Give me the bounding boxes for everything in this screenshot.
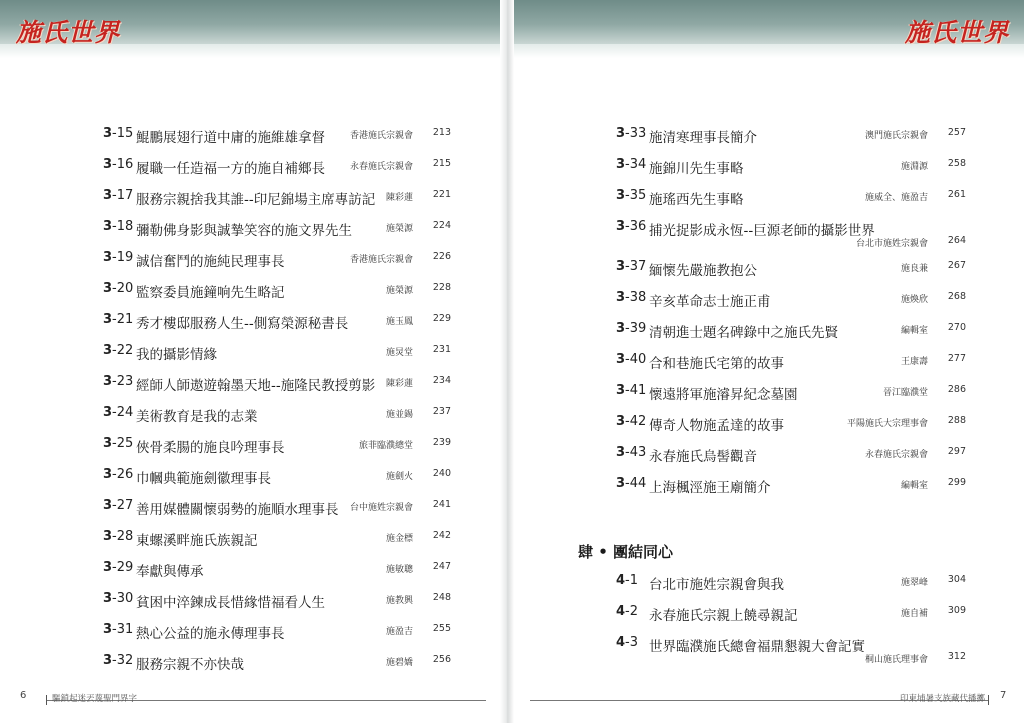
entry-index: -17 (112, 188, 134, 203)
entry-title: 監察委員施鐘响先生略記 (136, 285, 285, 301)
toc-entry (616, 219, 966, 253)
entry-author: 旅菲臨濮總堂 (358, 441, 413, 451)
entry-number (103, 591, 133, 606)
entry-chapter: 3 (103, 591, 113, 606)
footer-text-right: 印東埔暑支族藏代播擲 (900, 694, 986, 704)
toc-entry (103, 622, 451, 646)
entry-title: 東螺溪畔施氏族親記 (136, 533, 258, 549)
entry-page-number: 264 (947, 235, 966, 246)
entry-page-number: 239 (432, 437, 451, 448)
entry-number (616, 290, 646, 305)
entry-page-number: 277 (947, 353, 966, 364)
entry-author: 平陽施氏大宗理事會 (846, 419, 928, 429)
entry-title: 善用媒體關懷弱勢的施順水理事長 (136, 502, 339, 518)
toc-entry (103, 436, 451, 460)
entry-author: 施玉鳳 (385, 317, 413, 327)
entry-chapter: 3 (616, 290, 626, 305)
entry-title: 誠信奮鬥的施純民理事長 (136, 254, 285, 270)
entry-index: -44 (625, 476, 647, 491)
entry-number (103, 219, 133, 234)
entry-chapter: 3 (103, 405, 113, 420)
toc-entry (103, 219, 451, 243)
entry-title: 傳奇人物施孟達的故事 (649, 418, 784, 434)
entry-title: 永春施氏烏髻觀音 (649, 449, 757, 465)
entry-title: 熱心公益的施永傳理事長 (136, 626, 285, 642)
entry-chapter: 3 (616, 259, 626, 274)
entry-index: -21 (112, 312, 134, 327)
entry-number (616, 414, 646, 429)
entry-number (616, 476, 646, 491)
entry-page-number: 261 (947, 189, 966, 200)
entry-page-number: 229 (432, 313, 451, 324)
toc-entry (616, 604, 966, 628)
entry-title: 履職一任造福一方的施自補鄉長 (136, 161, 325, 177)
entry-author: 桐山施氏理事會 (864, 655, 928, 665)
entry-author: 施榮源 (385, 286, 413, 296)
toc-entry (616, 476, 966, 500)
toc-entry (103, 126, 451, 150)
entry-chapter: 3 (103, 188, 113, 203)
entry-title: 經師人師遨遊翰墨天地--施隆民教授剪影 (136, 378, 376, 394)
entry-author: 施盈吉 (385, 627, 413, 637)
entry-author: 施榮源 (385, 224, 413, 234)
entry-page-number: 221 (432, 189, 451, 200)
entry-page-number: 226 (432, 251, 451, 262)
entry-number (103, 467, 133, 482)
page-number-right: 7 (1000, 690, 1007, 701)
entry-number (103, 188, 133, 203)
toc-entry (103, 529, 451, 553)
toc-entry (616, 188, 966, 212)
entry-number (616, 219, 646, 234)
entry-author: 香港施氏宗親會 (349, 131, 413, 141)
entry-title: 貧困中淬鍊成長惜緣惜福看人生 (136, 595, 325, 611)
entry-index: -34 (625, 157, 647, 172)
entry-author: 編輯室 (900, 481, 928, 491)
entry-author: 香港施氏宗親會 (349, 255, 413, 265)
toc-entry (103, 405, 451, 429)
entry-chapter: 3 (103, 312, 113, 327)
toc-entry (616, 352, 966, 376)
entry-index: -33 (625, 126, 647, 141)
entry-number (103, 126, 133, 141)
entry-chapter: 3 (103, 436, 113, 451)
entry-index: -23 (112, 374, 134, 389)
book-gutter (500, 0, 514, 723)
entry-chapter: 3 (616, 188, 626, 203)
entry-number (616, 635, 638, 650)
entry-author: 施威全、施盈吉 (864, 193, 928, 203)
toc-entry (103, 157, 451, 181)
entry-page-number: 309 (947, 605, 966, 616)
entry-author: 施金標 (385, 534, 413, 544)
toc-entry (616, 573, 966, 597)
entry-page-number: 237 (432, 406, 451, 417)
page-number-left: 6 (20, 690, 27, 701)
entry-author: 施翠峰 (900, 578, 928, 588)
entry-page-number: 267 (947, 260, 966, 271)
entry-index: -2 (625, 604, 639, 619)
entry-index: -30 (112, 591, 134, 606)
entry-author: 永春施氏宗親會 (349, 162, 413, 172)
entry-title: 服務宗親不亦快哉 (136, 657, 244, 673)
toc-entry (616, 290, 966, 314)
entry-chapter: 3 (103, 219, 113, 234)
entry-index: -20 (112, 281, 134, 296)
entry-title: 緬懷先嚴施教抱公 (649, 263, 757, 279)
entry-author: 永春施氏宗親會 (864, 450, 928, 460)
entry-number (616, 383, 646, 398)
entry-index: -1 (625, 573, 639, 588)
entry-page-number: 288 (947, 415, 966, 426)
entry-index: -32 (112, 653, 134, 668)
entry-title: 台北市施姓宗親會與我 (649, 577, 784, 593)
entry-author: 施教興 (385, 596, 413, 606)
footer-text-left: 驅鎖起迷丟蔑聖門界字 (52, 694, 138, 704)
entry-author: 晉江臨濮堂 (882, 388, 928, 398)
entry-number (103, 374, 133, 389)
entry-chapter: 3 (616, 414, 626, 429)
entry-chapter: 3 (103, 653, 113, 668)
entry-title: 鯤鵬展翅行道中庸的施維雄拿督 (136, 130, 325, 146)
entry-chapter: 3 (616, 476, 626, 491)
entry-number (616, 604, 638, 619)
entry-title: 我的攝影情緣 (136, 347, 217, 363)
entry-number (103, 436, 133, 451)
entry-index: -43 (625, 445, 647, 460)
entry-title: 巾幗典範施劍徽理事長 (136, 471, 271, 487)
entry-author: 施劍火 (385, 472, 413, 482)
entry-number (103, 312, 133, 327)
toc-entry (103, 188, 451, 212)
entry-chapter: 3 (103, 374, 113, 389)
entry-title: 懷遠將軍施濬昇紀念墓園 (649, 387, 798, 403)
logo-left: 施氏世界 (16, 18, 121, 47)
entry-author: 陳彩蓮 (385, 193, 413, 203)
toc-entry (616, 126, 966, 150)
entry-page-number: 242 (432, 530, 451, 541)
toc-entry (616, 383, 966, 407)
entry-chapter: 3 (103, 250, 113, 265)
entry-author: 陳彩蓮 (385, 379, 413, 389)
toc-entry (616, 445, 966, 469)
entry-index: -15 (112, 126, 134, 141)
toc-entry (103, 250, 451, 274)
entry-title: 秀才樓邸服務人生--側寫榮源秘書長 (136, 316, 349, 332)
entry-chapter: 3 (616, 383, 626, 398)
entry-title: 服務宗親捨我其誰--印尼錦場主席專訪記 (136, 192, 376, 208)
entry-number (616, 321, 646, 336)
entry-chapter: 3 (616, 445, 626, 460)
entry-page-number: 268 (947, 291, 966, 302)
entry-chapter: 3 (103, 281, 113, 296)
entry-chapter: 3 (103, 157, 113, 172)
entry-author: 王康壽 (900, 357, 928, 367)
entry-chapter: 3 (616, 126, 626, 141)
toc-entry (103, 591, 451, 615)
entry-number (616, 573, 638, 588)
entry-number (103, 498, 133, 513)
entry-chapter: 4 (616, 573, 626, 588)
entry-page-number: 258 (947, 158, 966, 169)
entry-page-number: 286 (947, 384, 966, 395)
entry-title: 施錦川先生事略 (649, 161, 744, 177)
entry-title: 美術教育是我的志業 (136, 409, 258, 425)
entry-index: -24 (112, 405, 134, 420)
entry-title: 合和巷施氏宅第的故事 (649, 356, 784, 372)
entry-page-number: 234 (432, 375, 451, 386)
entry-page-number: 270 (947, 322, 966, 333)
entry-index: -42 (625, 414, 647, 429)
toc-entry (103, 312, 451, 336)
entry-page-number: 247 (432, 561, 451, 572)
entry-chapter: 3 (103, 343, 113, 358)
entry-title: 施清寒理事長簡介 (649, 130, 757, 146)
entry-number (103, 343, 133, 358)
entry-index: -39 (625, 321, 647, 336)
entry-author: 施敏聰 (385, 565, 413, 575)
entry-title: 永春施氏宗親上饒尋親記 (649, 608, 798, 624)
entry-chapter: 3 (616, 157, 626, 172)
entry-title: 捕光捉影成永恆--巨源老師的攝影世界 (649, 223, 875, 239)
entry-index: -29 (112, 560, 134, 575)
toc-entry (103, 653, 451, 677)
entry-index: -40 (625, 352, 647, 367)
entry-number (103, 281, 133, 296)
entry-index: -36 (625, 219, 647, 234)
entry-page-number: 224 (432, 220, 451, 231)
toc-entry (103, 560, 451, 584)
entry-index: -18 (112, 219, 134, 234)
entry-author: 台北市施姓宗親會 (855, 239, 928, 249)
entry-author: 施淵源 (900, 162, 928, 172)
section-heading: 肆 • 團結同心 (578, 543, 674, 561)
toc-entry (103, 343, 451, 367)
entry-chapter: 3 (103, 529, 113, 544)
entry-number (103, 529, 133, 544)
toc-entry (616, 157, 966, 181)
entry-index: -22 (112, 343, 134, 358)
toc-entry (103, 498, 451, 522)
entry-author: 施碧嬌 (385, 658, 413, 668)
toc-entry (616, 259, 966, 283)
entry-number (103, 250, 133, 265)
entry-page-number: 297 (947, 446, 966, 457)
entry-page-number: 231 (432, 344, 451, 355)
entry-index: -19 (112, 250, 134, 265)
entry-chapter: 3 (616, 352, 626, 367)
entry-page-number: 215 (432, 158, 451, 169)
entry-author: 台中施姓宗親會 (349, 503, 413, 513)
entry-chapter: 3 (103, 560, 113, 575)
entry-page-number: 241 (432, 499, 451, 510)
entry-index: -31 (112, 622, 134, 637)
entry-author: 澳門施氏宗親會 (864, 131, 928, 141)
entry-page-number: 255 (432, 623, 451, 634)
entry-chapter: 3 (616, 321, 626, 336)
entry-title: 施瑤西先生事略 (649, 192, 744, 208)
entry-index: -25 (112, 436, 134, 451)
entry-index: -37 (625, 259, 647, 274)
entry-number (616, 157, 646, 172)
entry-number (616, 352, 646, 367)
entry-page-number: 299 (947, 477, 966, 488)
entry-page-number: 256 (432, 654, 451, 665)
toc-entry (103, 467, 451, 491)
toc-entry (103, 281, 451, 305)
entry-number (103, 653, 133, 668)
entry-title: 上海楓涇施王廟簡介 (649, 480, 771, 496)
entry-author: 施並錫 (385, 410, 413, 420)
entry-index: -35 (625, 188, 647, 203)
entry-index: -27 (112, 498, 134, 513)
entry-number (616, 126, 646, 141)
entry-chapter: 3 (103, 126, 113, 141)
entry-index: -28 (112, 529, 134, 544)
entry-title: 俠骨柔腸的施良吟理事長 (136, 440, 285, 456)
entry-author: 施自補 (900, 609, 928, 619)
entry-number (103, 405, 133, 420)
entry-number (103, 622, 133, 637)
entry-chapter: 3 (103, 467, 113, 482)
entry-number (616, 259, 646, 274)
entry-chapter: 3 (616, 219, 626, 234)
entry-title: 世界臨濮施氏總會福鼎懇親大會記實 (649, 639, 865, 655)
logo-right: 施氏世界 (905, 18, 1010, 47)
entry-page-number: 248 (432, 592, 451, 603)
entry-title: 清朝進士題名碑錄中之施氏先賢 (649, 325, 838, 341)
entry-index: -3 (625, 635, 639, 650)
toc-entry (616, 635, 966, 669)
entry-index: -16 (112, 157, 134, 172)
entry-author: 施煥欣 (900, 295, 928, 305)
entry-author: 施良兼 (900, 264, 928, 274)
entry-index: -38 (625, 290, 647, 305)
entry-page-number: 304 (947, 574, 966, 585)
toc-entry (616, 321, 966, 345)
entry-chapter: 3 (103, 622, 113, 637)
footer-tick-left (46, 695, 47, 705)
entry-title: 奉獻與傳承 (136, 564, 204, 580)
entry-page-number: 228 (432, 282, 451, 293)
entry-page-number: 257 (947, 127, 966, 138)
entry-page-number: 240 (432, 468, 451, 479)
entry-number (103, 560, 133, 575)
entry-page-number: 312 (947, 651, 966, 662)
entry-number (616, 445, 646, 460)
entry-number (616, 188, 646, 203)
entry-chapter: 4 (616, 604, 626, 619)
entry-number (103, 157, 133, 172)
entry-index: -41 (625, 383, 647, 398)
toc-entry (103, 374, 451, 398)
toc-entry (616, 414, 966, 438)
entry-chapter: 3 (103, 498, 113, 513)
entry-title: 辛亥革命志士施正甫 (649, 294, 771, 310)
entry-page-number: 213 (432, 127, 451, 138)
entry-title: 彌勒佛身影與誠摯笑容的施文界先生 (136, 223, 352, 239)
entry-index: -26 (112, 467, 134, 482)
entry-author: 編輯室 (900, 326, 928, 336)
footer-tick-right (988, 695, 989, 705)
entry-author: 施炅堂 (385, 348, 413, 358)
entry-chapter: 4 (616, 635, 626, 650)
